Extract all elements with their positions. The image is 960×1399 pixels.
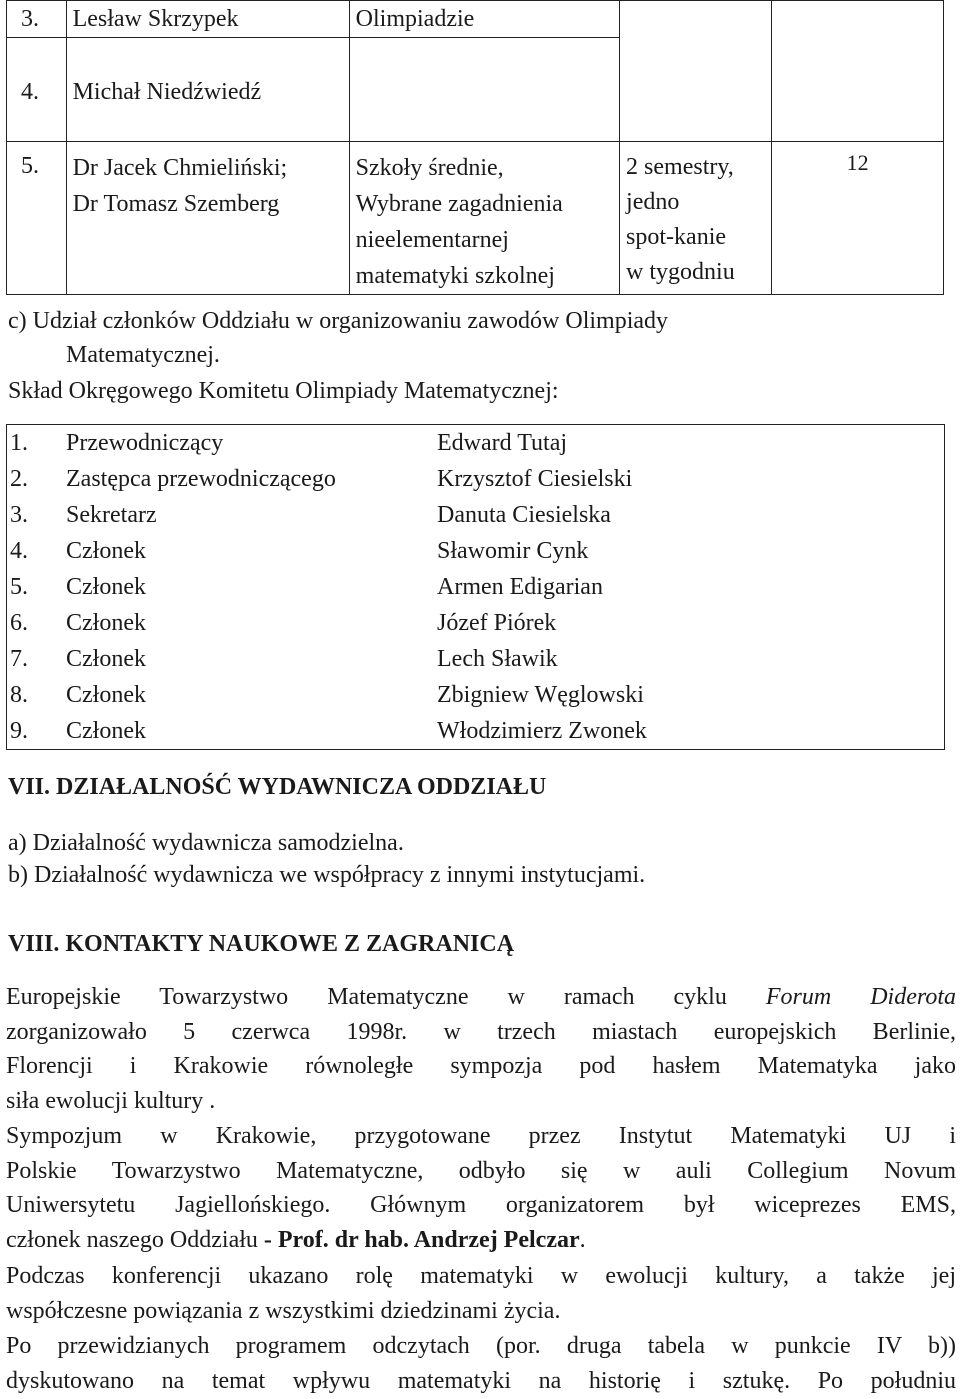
lecture-topic	[349, 142, 619, 295]
member-name: Edward Tutaj	[437, 430, 568, 456]
paragraph-line: Sympozjum w Krakowie, przygotowane przez Instytut Matematyki UJ i	[6, 1123, 956, 1149]
paragraph-line: współczesne powiązania z wszystkimi dziedzinami życia.	[6, 1297, 561, 1324]
frequency-line: jedno	[626, 189, 680, 215]
member-role: Członek	[66, 718, 146, 744]
row-number: 3.	[10, 502, 28, 528]
committee-table	[6, 424, 945, 750]
member-role: Członek	[66, 682, 146, 708]
section-c-subtitle: Skład Okręgowego Komitetu Olimpiady Matematycznej:	[8, 378, 559, 404]
row-number: 5.	[7, 142, 67, 295]
paragraph-line	[6, 1223, 956, 1258]
row-number: 4.	[7, 38, 67, 142]
frequency-line: spot-kanie	[626, 224, 727, 250]
lecture-topic: Olimpiadzie	[349, 1, 619, 38]
text-segment: członek naszego Oddziału	[6, 1226, 264, 1253]
paragraph-line: zorganizowało 5 czerwca 1998r. w trzech miastach europejskich Berlinie,	[6, 1018, 956, 1045]
lecturer-name: Michał Niedźwiedź	[66, 38, 349, 142]
member-name: Krzysztof Ciesielski	[437, 466, 633, 492]
member-role: Członek	[66, 538, 146, 564]
table-row	[7, 461, 944, 497]
member-role: Członek	[66, 574, 146, 600]
row-number: 8.	[10, 682, 28, 708]
table-row	[7, 641, 944, 677]
lecturer-name	[66, 142, 349, 295]
member-name: Zbigniew Węglowski	[437, 682, 644, 708]
member-role: Członek	[66, 610, 146, 636]
row-number: 3.	[7, 1, 67, 38]
row-number: 4.	[10, 538, 28, 564]
section-heading: VIII. KONTAKTY NAUKOWE Z ZAGRANICĄ	[8, 931, 515, 957]
section-c-line: c) Udział członków Oddziału w organizowaniu zawodów Olimpiady	[8, 308, 669, 334]
member-role: Przewodniczący	[66, 430, 224, 456]
lecture-count	[772, 1, 944, 142]
member-name: Sławomir Cynk	[437, 538, 589, 564]
paragraph-line: Polskie Towarzystwo Matematyczne, odbyło się w auli Collegium Novum	[6, 1157, 956, 1184]
list-item: b) Działalność wydawnicza we współpracy z innymi instytucjami.	[8, 862, 646, 888]
lecturer-name-line: Dr Jacek Chmieliński;	[72, 155, 288, 181]
topic-line: matematyki szkolnej	[355, 263, 555, 289]
lecturer-name-line: Dr Tomasz Szemberg	[72, 191, 280, 217]
member-name: Danuta Ciesielska	[437, 502, 611, 528]
row-number: 2.	[10, 466, 28, 492]
paragraph-line: Podczas konferencji ukazano rolę matematyki w ewolucji kultury, a także jej	[6, 1263, 956, 1289]
italic-title: Forum Diderota	[765, 984, 956, 1010]
table-row	[7, 497, 944, 533]
paragraph-line	[6, 980, 956, 1015]
text-segment: .	[579, 1226, 586, 1253]
table-row	[7, 677, 944, 713]
topic-line: Wybrane zagadnienia	[355, 191, 563, 217]
topic-line: Szkoły średnie,	[355, 155, 504, 181]
table-row	[7, 533, 944, 569]
lecture-frequency	[620, 142, 772, 295]
topic-line: nieelementarnej	[355, 227, 509, 253]
section-heading: VII. DZIAŁALNOŚĆ WYDAWNICZA ODDZIAŁU	[8, 774, 547, 800]
member-name: Lech Sławik	[437, 646, 558, 672]
table-row	[7, 1, 944, 38]
table-row	[7, 425, 944, 461]
bold-name: - Prof. dr hab. Andrzej Pelczar	[263, 1226, 580, 1253]
paragraph-line: Uniwersytetu Jagiellońskiego. Głównym organizatorem był wiceprezes EMS,	[6, 1192, 956, 1218]
lecture-topic	[349, 38, 619, 142]
table-row	[7, 713, 944, 749]
member-role: Zastępca przewodniczącego	[66, 466, 336, 492]
text-segment: Europejskie Towarzystwo Matematyczne w ramach cyklu	[6, 984, 766, 1010]
table-row	[7, 605, 944, 641]
lecture-frequency	[620, 1, 772, 142]
paragraph-line: siła ewolucji kultury .	[6, 1087, 216, 1114]
member-name: Armen Edigarian	[437, 574, 603, 600]
row-number: 6.	[10, 610, 28, 636]
member-name: Józef Piórek	[437, 610, 557, 636]
paragraph	[6, 1329, 956, 1398]
paragraph	[6, 1119, 956, 1257]
lecturer-name: Lesław Skrzypek	[66, 1, 349, 38]
lectures-table	[6, 0, 944, 295]
paragraph	[6, 980, 956, 1118]
list-item: a) Działalność wydawnicza samodzielna.	[8, 830, 404, 856]
paragraph-line: dyskutowano na temat wpływu matematyki na historię i sztukę. Po południu	[6, 1367, 956, 1394]
member-name: Włodzimierz Zwonek	[437, 718, 647, 744]
paragraph	[6, 1259, 956, 1328]
table-row	[7, 142, 944, 295]
row-number: 7.	[10, 646, 28, 672]
member-role: Członek	[66, 646, 146, 672]
lecture-count: 12	[772, 142, 944, 295]
member-role: Sekretarz	[66, 502, 157, 528]
frequency-line: 2 semestry,	[626, 154, 734, 180]
frequency-line: w tygodniu	[626, 259, 735, 285]
paragraph-line: Po przewidzianych programem odczytach (por. druga tabela w punkcie IV b))	[6, 1333, 956, 1359]
row-number: 5.	[10, 574, 28, 600]
row-number: 1.	[10, 430, 28, 456]
row-number: 9.	[10, 718, 28, 744]
table-row	[7, 569, 944, 605]
paragraph-line: Florencji i Krakowie równoległe sympozja pod hasłem Matematyka jako	[6, 1053, 956, 1079]
section-c-line: Matematycznej.	[66, 342, 220, 368]
